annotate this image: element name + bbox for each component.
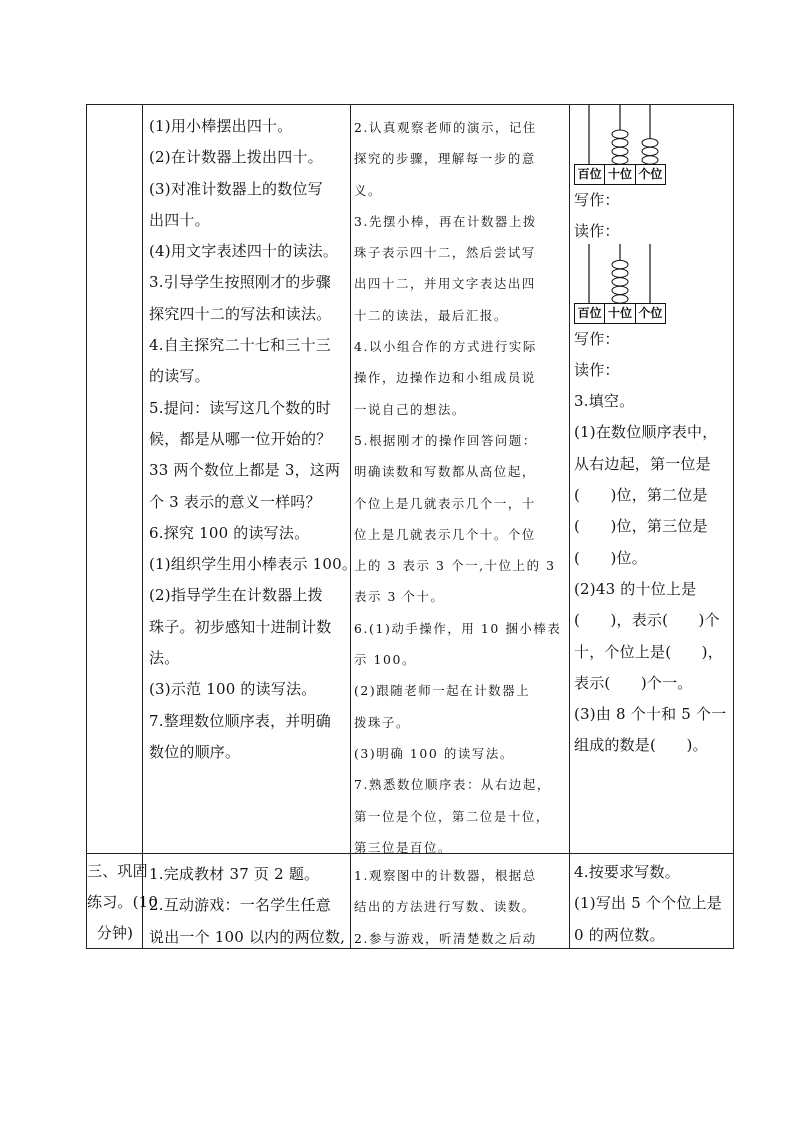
- student-activity-cell: [351, 105, 566, 863]
- teacher-line: 出四十。: [149, 210, 210, 229]
- abacus-place-labels: [574, 164, 666, 185]
- student-line: 操作，边操作边和小组成员说: [354, 370, 536, 386]
- exercise-line: ( )位，第三位是: [574, 517, 708, 536]
- exercise-line: (3)由 8 个十和 5 个一: [574, 705, 727, 724]
- teacher-line: 1.完成教材 37 页 2 题。: [149, 865, 320, 883]
- write-label: 写作：: [574, 329, 620, 348]
- tens-label: 十位: [605, 165, 635, 184]
- teacher-activity-cell: [143, 105, 358, 768]
- write-label: 写作：: [574, 191, 620, 209]
- abacus-bead: [612, 139, 628, 147]
- hundreds-label: 百位: [575, 304, 605, 323]
- teacher-line: 5.提问：读写这几个数的时: [149, 398, 331, 417]
- teacher-line: 说出一个 100 以内的两位数,: [149, 927, 346, 946]
- student-line: 拨珠子。: [354, 714, 410, 730]
- abacus-bead: [612, 260, 628, 268]
- abacus-bead: [612, 277, 628, 285]
- student-line: 上的 3 表示 3 个一,十位上的 3: [354, 558, 556, 574]
- student-line: 7.熟悉数位顺序表：从右边起，: [354, 777, 551, 793]
- practice-exercise-cell: [570, 853, 735, 951]
- student-line: (3)明确 100 的读写法。: [354, 745, 514, 761]
- stage-line: 练习。(10: [87, 893, 159, 911]
- ones-label: 个位: [638, 167, 663, 181]
- student-line: 个位上是几就表示几个一，十: [354, 495, 536, 511]
- student-line: 第一位是个位，第二位是十位，: [354, 808, 550, 824]
- teacher-line: 6.探究 100 的读写法。: [149, 523, 310, 542]
- teacher-line: (4)用文字表述四十的读法。: [149, 242, 339, 261]
- abacus-bead: [612, 269, 628, 277]
- teacher-line: (1)组织学生用小棒表示 100。: [149, 555, 358, 574]
- exercise-line: 0 的两位数。: [574, 925, 665, 944]
- exercise-line: (2)43 的十位上是: [574, 579, 697, 598]
- exercise-line: 从右边起，第一位是: [574, 454, 711, 473]
- abacus-bead: [642, 139, 658, 147]
- student-line: 1.观察图中的计数器，根据总: [354, 868, 537, 883]
- exercise-line: 组成的数是( )。: [574, 736, 708, 755]
- teacher-line: (3)示范 100 的读写法。: [149, 680, 317, 699]
- student-line: 2.认真观察老师的演示，记住: [354, 120, 537, 135]
- abacus-place-labels: [574, 303, 666, 324]
- abacus-bead: [612, 156, 628, 164]
- student-line: 第三位是百位。: [354, 839, 452, 855]
- practice-student-cell: [351, 853, 566, 954]
- student-line: 4.以小组合作的方式进行实际: [354, 339, 537, 355]
- abacus-bead: [612, 286, 628, 294]
- student-line: 示 100。: [354, 652, 416, 668]
- abacus-bead: [612, 294, 628, 302]
- teacher-line: 3.引导学生按照刚才的步骤: [149, 273, 331, 292]
- lesson-plan-table: [86, 104, 734, 949]
- teacher-line: 数位的顺序。: [149, 742, 241, 761]
- exercise-line: 十，个位上是( )，: [574, 642, 723, 661]
- stage-line: 三、巩固: [87, 862, 148, 880]
- teacher-line: 法。: [149, 649, 180, 668]
- student-line: 十二的读法，最后汇报。: [354, 307, 508, 323]
- student-line: 义。: [354, 182, 382, 198]
- student-line: (2)跟随老师一起在计数器上: [354, 683, 531, 699]
- stage-line: 分钟): [96, 924, 134, 942]
- exercise-line: (1)写出 5 个个位上是: [574, 894, 722, 913]
- read-label: 读作：: [574, 222, 620, 241]
- teacher-line: 候，都是从哪一位开始的？: [149, 429, 332, 448]
- ones-label: 个位: [638, 305, 663, 320]
- teacher-line: 2.互动游戏：一名学生任意: [149, 896, 331, 915]
- student-line: 珠子表示四十二，然后尝试写: [354, 245, 536, 261]
- teacher-line: 个 3 表示的意义一样吗？: [149, 492, 321, 511]
- teacher-line: (1)用小棒摆出四十。: [149, 117, 293, 135]
- student-line: 2.参与游戏，听清楚数之后动: [354, 930, 537, 946]
- practice-teacher-cell: [143, 853, 351, 953]
- abacus-figure-2: [574, 244, 666, 324]
- abacus-bead: [642, 147, 658, 155]
- exercise-line: ( )位。: [574, 548, 647, 567]
- student-line: 位上是几就表示几个十。个位: [354, 526, 536, 542]
- student-line: 6.(1)动手操作，用 10 捆小棒表: [354, 620, 562, 636]
- student-line: 明确读数和写数都从高位起，: [354, 464, 536, 480]
- teacher-line: 4.自主探究二十七和三十三: [149, 336, 331, 355]
- teacher-line: 探究四十二的写法和读法。: [149, 304, 332, 323]
- exercise-line: 3.填空。: [574, 392, 635, 411]
- exercise-line: ( )，表示( )个: [574, 611, 720, 630]
- teacher-line: 7.整理数位顺序表，并明确: [149, 711, 331, 730]
- stage-cell: [87, 853, 159, 949]
- teacher-line: 珠子。初步感知十进制计数: [149, 617, 332, 636]
- student-line: 探究的步骤，理解每一步的意: [354, 151, 536, 167]
- abacus-bead: [642, 156, 658, 164]
- student-line: 一说自己的想法。: [354, 401, 466, 417]
- student-line: 表示 3 个十。: [354, 589, 445, 605]
- exercise-line: (1)在数位顺序表中，: [574, 423, 718, 442]
- exercise-line: 表示( )个一。: [574, 673, 693, 692]
- abacus-figure-1: [574, 105, 666, 185]
- abacus-bead: [612, 130, 628, 138]
- abacus-rods: [574, 105, 666, 165]
- abacus-bead: [612, 147, 628, 155]
- exercise-line: ( )位，第二位是: [574, 486, 708, 505]
- tens-label: 十位: [605, 304, 635, 323]
- student-line: 3.先摆小棒，再在计数器上拨: [354, 213, 537, 229]
- student-line: 结出的方法进行写数、读数。: [354, 899, 536, 915]
- exercise-text: [574, 386, 735, 762]
- hundreds-label: 百位: [575, 165, 605, 184]
- abacus-rods: [574, 244, 666, 304]
- teacher-line: (3)对准计数器上的数位写: [149, 179, 323, 198]
- student-line: 5.根据刚才的操作回答问题：: [354, 432, 537, 448]
- teacher-line: 33 两个数位上都是 3，这两: [149, 461, 341, 480]
- read-label: 读作：: [574, 360, 620, 379]
- teacher-line: 的读写。: [149, 367, 210, 386]
- exercise-line: 4.按要求写数。: [574, 863, 680, 881]
- teacher-line: (2)指导学生在计数器上拨: [149, 586, 323, 605]
- student-line: 出四十二，并用文字表达出四: [354, 276, 536, 292]
- teacher-line: (2)在计数器上拨出四十。: [149, 148, 323, 167]
- exercise-cell: [570, 105, 735, 762]
